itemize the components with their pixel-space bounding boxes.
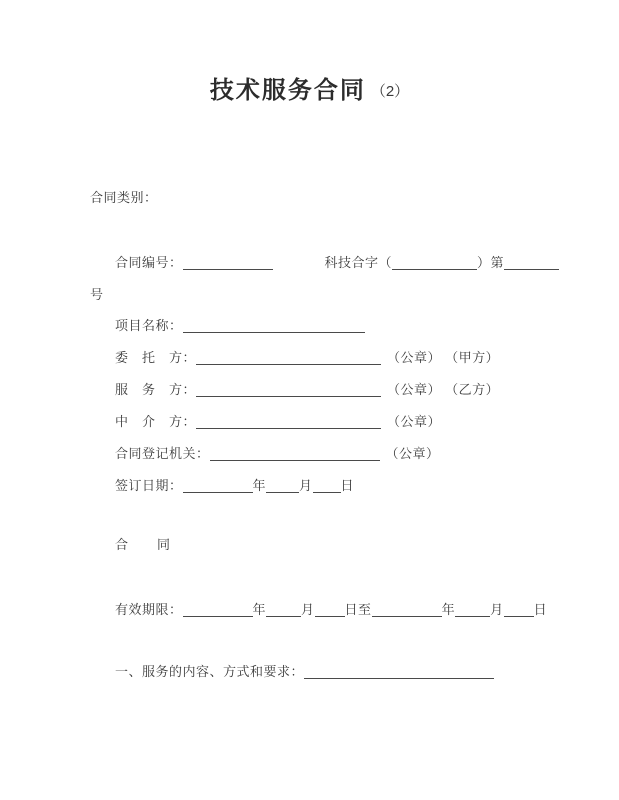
sign-year-blank <box>183 479 253 493</box>
sign-month-blank <box>266 479 299 493</box>
sign-year-unit: 年 <box>252 478 267 493</box>
client-party-line <box>115 349 499 366</box>
service-party-seal-note: （公章） （乙方） <box>387 382 500 397</box>
page-title-text: 技术服务合同 <box>209 77 366 104</box>
validity-start-year-unit: 年 <box>252 602 267 617</box>
service-party-blank <box>196 383 381 397</box>
project-name-label: 项目名称： <box>115 318 183 333</box>
sign-day-blank <box>313 479 341 493</box>
registry-authority-label: 合同登记机关： <box>115 446 210 461</box>
validity-end-month-unit: 月 <box>490 602 504 617</box>
sign-month-unit: 月 <box>299 478 313 493</box>
service-party-label: 服 务 方： <box>115 382 197 397</box>
project-name-line <box>115 317 365 334</box>
contract-number-blank <box>183 256 273 270</box>
validity-start-day-blank <box>315 603 345 617</box>
sign-date-line <box>115 477 354 494</box>
keji-code-blank <box>392 256 477 270</box>
validity-start-year-blank <box>183 603 253 617</box>
validity-start-month-blank <box>266 603 301 617</box>
validity-end-year-unit: 年 <box>441 602 456 617</box>
intermediary-party-line <box>115 413 441 430</box>
validity-end-day-blank <box>504 603 534 617</box>
contract-category-label: 合同类别： <box>90 190 158 205</box>
client-party-blank <box>196 351 381 365</box>
contract-heading: 合 同 <box>115 537 172 552</box>
contract-number-line <box>115 254 559 271</box>
intermediary-seal-note: （公章） <box>387 414 442 429</box>
section1-content-blank <box>304 665 494 679</box>
validity-end-month-blank <box>455 603 490 617</box>
registry-seal-note: （公章） <box>385 446 440 461</box>
keji-prefix-label: 科技合字（ <box>324 255 393 270</box>
validity-day-to-label: 日至 <box>344 602 372 617</box>
validity-end-day-unit: 日 <box>533 602 548 617</box>
client-party-seal-note: （公章） （甲方） <box>387 350 500 365</box>
page-title <box>0 70 619 105</box>
keji-di-label: ）第 <box>477 255 505 270</box>
validity-start-month-unit: 月 <box>301 602 315 617</box>
contract-number-label: 合同编号： <box>115 255 183 270</box>
page-title-number: （2） <box>370 83 410 100</box>
serial-number-blank <box>504 256 559 270</box>
sign-day-unit: 日 <box>340 478 355 493</box>
section1-line <box>115 663 494 680</box>
validity-end-year-blank <box>372 603 442 617</box>
validity-label: 有效期限： <box>115 602 183 617</box>
hao-wrap-char: 号 <box>90 287 104 302</box>
registry-authority-blank <box>210 447 380 461</box>
section1-label: 一、服务的内容、方式和要求： <box>115 664 305 679</box>
project-name-blank <box>183 319 365 333</box>
client-party-label: 委 托 方： <box>115 350 197 365</box>
sign-date-label: 签订日期： <box>115 478 183 493</box>
validity-period-line <box>115 601 547 618</box>
registry-authority-line <box>115 445 440 462</box>
intermediary-party-blank <box>196 415 381 429</box>
service-party-line <box>115 381 499 398</box>
intermediary-party-label: 中 介 方： <box>115 414 197 429</box>
